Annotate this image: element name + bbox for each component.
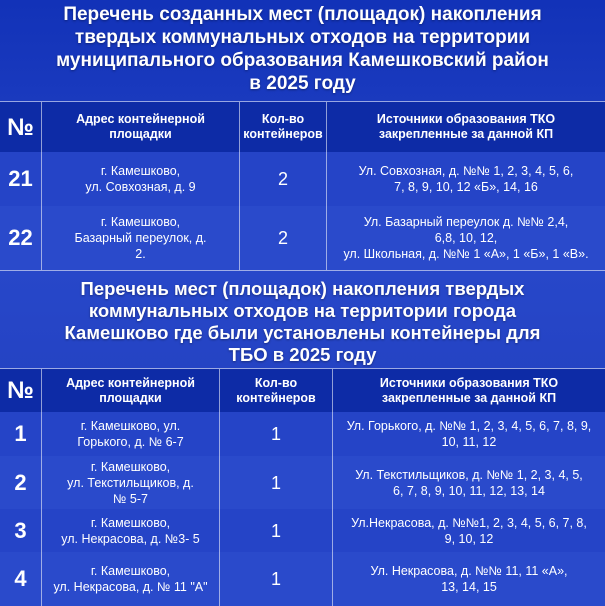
row-sources: Ул.Некрасова, д. №№1, 2, 3, 4, 5, 6, 7, 8, 9, 10, 12 xyxy=(351,515,587,546)
table-row xyxy=(0,152,605,207)
row-num: 3 xyxy=(0,509,42,552)
header-sources: Источники образования ТКО закрепленные за данной КП xyxy=(379,375,559,405)
row-address: г. Камешково, Базарный переулок, д. 2. xyxy=(42,206,240,270)
table-installed-containers xyxy=(0,368,605,606)
row-count: 1 xyxy=(220,509,333,552)
row-sources: Ул. Текстильщиков, д. №№ 1, 2, 3, 4, 5, 6, 7, 8, 9, 10, 11, 12, 13, 14 xyxy=(355,467,583,498)
row-count: 2 xyxy=(240,206,327,270)
row-address: г. Камешково, ул. Совхозная, д. 9 xyxy=(42,152,240,206)
title-line: в 2025 году xyxy=(249,73,356,94)
title-line: муниципального образования Камешковский район xyxy=(56,50,549,71)
header-address: Адрес контейнерной площадки xyxy=(42,369,220,412)
header-sources: Источники образования ТКО закрепленные за данной КП xyxy=(376,112,556,141)
row-sources: Ул. Базарный переулок д. №№ 2,4, 6,8, 10, 12, ул. Школьная, д. №№ 1 «А», 1 «Б», 1 «В». xyxy=(343,215,589,261)
header-count: Кол-во контейнеров xyxy=(240,102,327,152)
table-created-sites xyxy=(0,101,605,272)
row-num: 4 xyxy=(0,552,42,606)
row-count: 2 xyxy=(240,152,327,206)
title-line: ТБО в 2025 году xyxy=(228,344,377,365)
row-count: 1 xyxy=(220,552,333,606)
table-row xyxy=(0,206,605,271)
table-row xyxy=(0,552,605,606)
section1-title xyxy=(0,3,605,95)
row-num: 2 xyxy=(0,456,42,509)
title-line: Камешково где были установлены контейнеры для xyxy=(64,322,541,343)
row-count: 1 xyxy=(220,412,333,456)
table-header-row xyxy=(0,369,605,413)
row-num: 22 xyxy=(0,206,42,270)
row-address: г. Камешково, ул. Текстильщиков, д. № 5-7 xyxy=(42,456,220,509)
title-line: Перечень мест (площадок) накопления твердых xyxy=(80,278,525,299)
row-address: г. Камешково, ул. Некрасова, д. № 11 "А" xyxy=(42,552,220,606)
row-count: 1 xyxy=(220,456,333,509)
section2-title xyxy=(0,278,605,366)
title-line: твердых коммунальных отходов на территории xyxy=(74,27,531,48)
header-num: № xyxy=(0,369,42,412)
header-address: Адрес контейнерной площадки xyxy=(42,102,240,152)
row-sources: Ул. Некрасова, д. №№ 11, 11 «А», 13, 14, 15 xyxy=(370,564,568,594)
header-num: № xyxy=(0,102,42,152)
table-row xyxy=(0,456,605,510)
title-line: Перечень созданных мест (площадок) накопления xyxy=(63,4,542,25)
table-row xyxy=(0,412,605,457)
title-line: коммунальных отходов на территории города xyxy=(88,300,517,321)
row-address: г. Камешково, ул. Некрасова, д. №3- 5 xyxy=(42,509,220,552)
row-num: 21 xyxy=(0,152,42,206)
header-count: Кол-во контейнеров xyxy=(220,369,333,412)
row-sources: Ул. Совхозная, д. №№ 1, 2, 3, 4, 5, 6, 7, 8, 9, 10, 12 «Б», 14, 16 xyxy=(358,164,574,194)
row-address: г. Камешково, ул. Горького, д. № 6-7 xyxy=(42,412,220,456)
table-header-row xyxy=(0,102,605,153)
table-row xyxy=(0,509,605,553)
row-num: 1 xyxy=(0,412,42,456)
row-sources: Ул. Горького, д. №№ 1, 2, 3, 4, 5, 6, 7, 8, 9, 10, 11, 12 xyxy=(346,419,592,449)
